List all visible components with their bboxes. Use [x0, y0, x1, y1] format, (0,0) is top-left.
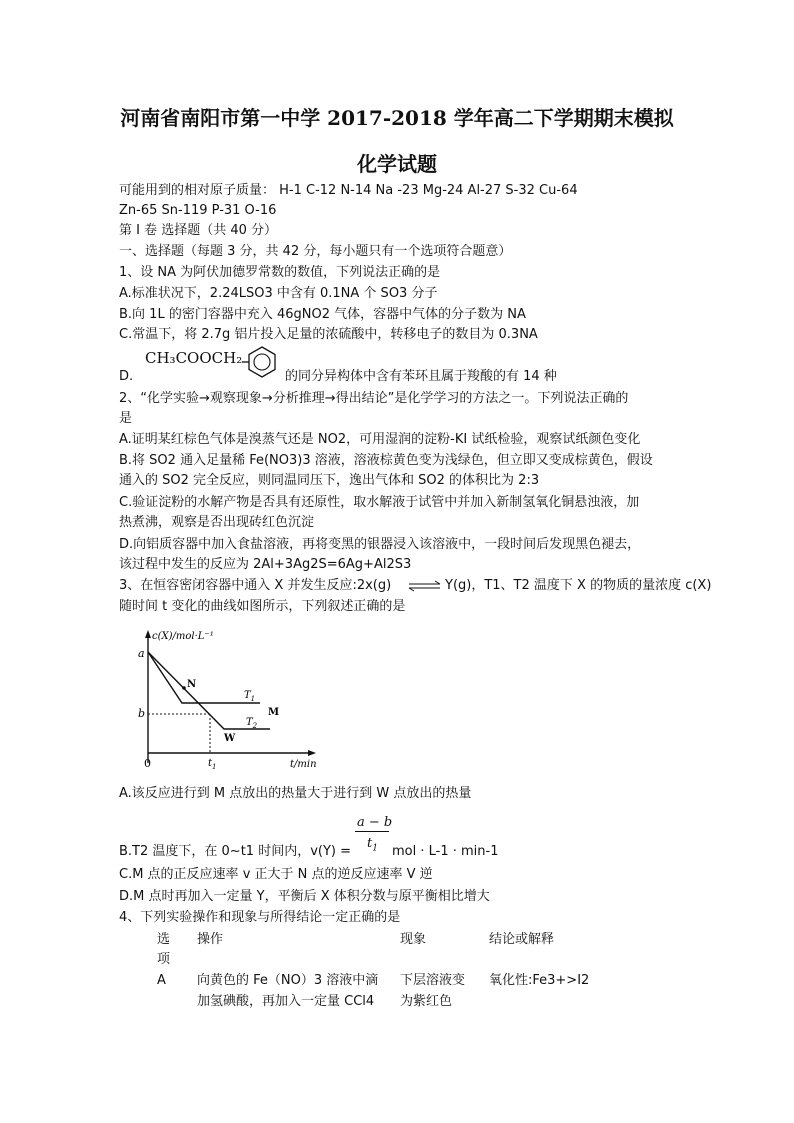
table-row-a-conclusion: 氧化性:Fe3+>I2	[489, 973, 590, 988]
q1-option-c: C.常温下，将 2.7g 铝片投入足量的浓硫酸中，转移电子的数目为 0.3NA	[119, 327, 538, 342]
q2-option-b-line-1: B.将 SO2 通入足量稀 Fe(NO3)3 溶液，溶液棕黄色变为浅绿色，但立即又变成棕黄色，假设	[119, 453, 653, 468]
q3-stem-line-1b: Y(g)，T1、T2 温度下 X 的物质的量浓度 c(X)	[445, 578, 712, 593]
atomic-masses-line-1: 可能用到的相对原子质量： H-1 C-12 N-14 Na -23 Mg-24 Al-27 S-32 Cu-64	[119, 183, 578, 198]
page-subtitle: 化学试题	[357, 152, 437, 176]
table-row-a-phenomenon-1: 下层溶液变	[400, 973, 466, 988]
table-row-a-option: A	[157, 973, 166, 988]
table-header-phenomenon: 现象	[400, 932, 427, 947]
q3-option-b-prefix: B.T2 温度下，在 0~t1 时间内，v(Y) =	[119, 844, 351, 859]
q3-option-c: C.M 点的正反应速率 v 正大于 N 点的逆反应速率 V 逆	[119, 867, 433, 882]
volume-heading: 第 I 卷 选择题（共 40 分）	[119, 223, 278, 238]
q2-option-a: A.证明某红棕色气体是溴蒸气还是 NO2，可用湿润的淀粉-KI 试纸检验，观察试纸颜色变化	[119, 432, 641, 447]
table-header-option-1: 选	[157, 932, 171, 947]
concentration-time-graph	[120, 625, 330, 773]
q2-stem-line-2: 是	[119, 411, 133, 426]
fraction-numerator: a − b	[357, 815, 393, 830]
equilibrium-arrow-icon	[407, 580, 443, 592]
q2-option-c-line-1: C.验证淀粉的水解产物是否具有还原性，取水解液于试管中并加入新制氢氧化铜悬浊液，加	[119, 495, 640, 510]
t1-curve-label: $T_1$	[244, 690, 256, 703]
atomic-masses-line-2: Zn-65 Sn-119 P-31 O-16	[119, 203, 277, 218]
q3-stem-line-2: 随时间 t 变化的曲线如图所示，下列叙述正确的是	[119, 599, 406, 614]
q3-stem-line-1a: 3、在恒容密闭容器中通入 X 并发生反应:2x(g)	[119, 578, 392, 593]
t1-label: $t_1$	[208, 758, 217, 771]
page-title: 河南省南阳市第一中学 2017-2018 学年高二下学期期末模拟	[120, 106, 674, 130]
origin-label: 0	[144, 757, 151, 770]
q1-stem: 1、设 NA 为阿伏加德罗常数的数值，下列说法正确的是	[119, 265, 441, 280]
point-m-label: M	[268, 707, 280, 718]
q2-option-c-line-2: 热煮沸，观察是否出现砖红色沉淀	[119, 515, 315, 530]
y-axis-arrow	[145, 630, 151, 638]
y-axis-label: c(X)/mol·L⁻¹	[152, 631, 214, 642]
q2-option-d-line-2: 该过程中发生的反应为 2Al+3Ag2S=6Ag+Al2S3	[119, 557, 412, 572]
benzene-ring-icon	[242, 344, 282, 380]
table-header-option-2: 项	[157, 952, 171, 967]
fraction-denominator: $t_1$	[367, 836, 378, 854]
q1-d-formula: CH₃COOCH₂	[145, 349, 243, 367]
x-axis-arrow	[308, 750, 316, 756]
q2-option-d-line-1: D.向铝质容器中加入食盐溶液，再将变黑的银器浸入该溶液中，一段时间后发现黑色褪去，	[119, 537, 641, 552]
section-heading: 一、选择题（每题 3 分，共 42 分，每小题只有一个选项符合题意）	[119, 244, 512, 259]
table-header-operation: 操作	[197, 932, 224, 947]
fraction-bar	[355, 831, 389, 832]
q1-option-d-label: D.	[119, 369, 134, 384]
table-row-a-phenomenon-2: 为紫红色	[400, 994, 453, 1009]
q3-option-d: D.M 点时再加入一定量 Y，平衡后 X 体积分数与原平衡相比增大	[119, 889, 490, 904]
q1-option-b: B.向 1L 的密门容器中充入 46gNO2 气体，容器中气体的分子数为 NA	[119, 307, 526, 322]
q2-stem-line-1: 2、“化学实验→观察现象→分析推理→得出结论”是化学学习的方法之一。下列说法正确的	[119, 391, 629, 406]
q3-option-a: A.该反应进行到 M 点放出的热量大于进行到 W 点放出的热量	[119, 786, 472, 801]
table-row-a-operation-1: 向黄色的 Fe（NO）3 溶液中滴	[197, 973, 379, 988]
point-n-marker	[182, 686, 186, 690]
t2-curve-label: $T_2$	[246, 717, 258, 730]
q4-stem: 4、下列实验操作和现象与所得结论一定正确的是	[119, 910, 401, 925]
a-label: a	[138, 647, 145, 660]
table-row-a-operation-2: 加氢碘酸，再加入一定量 CCl4	[197, 994, 375, 1009]
table-header-conclusion: 结论或解释	[489, 932, 555, 947]
point-n-label: N	[187, 679, 197, 690]
q3-option-b-unit: mol · L-1 · min-1	[392, 844, 499, 859]
q2-option-b-line-2: 通入的 SO2 完全反应，则同温同压下，逸出气体和 SO2 的体积比为 2:3	[119, 473, 540, 488]
b-label: b	[138, 707, 146, 720]
x-axis-label: t/min	[290, 759, 317, 770]
q1-option-a: A.标准状况下，2.24LSO3 中含有 0.1NA 个 SO3 分子	[119, 286, 438, 301]
q1-option-d-text: 的同分异构体中含有苯环且属于羧酸的有 14 种	[285, 369, 557, 384]
point-w-label: W	[224, 733, 236, 744]
